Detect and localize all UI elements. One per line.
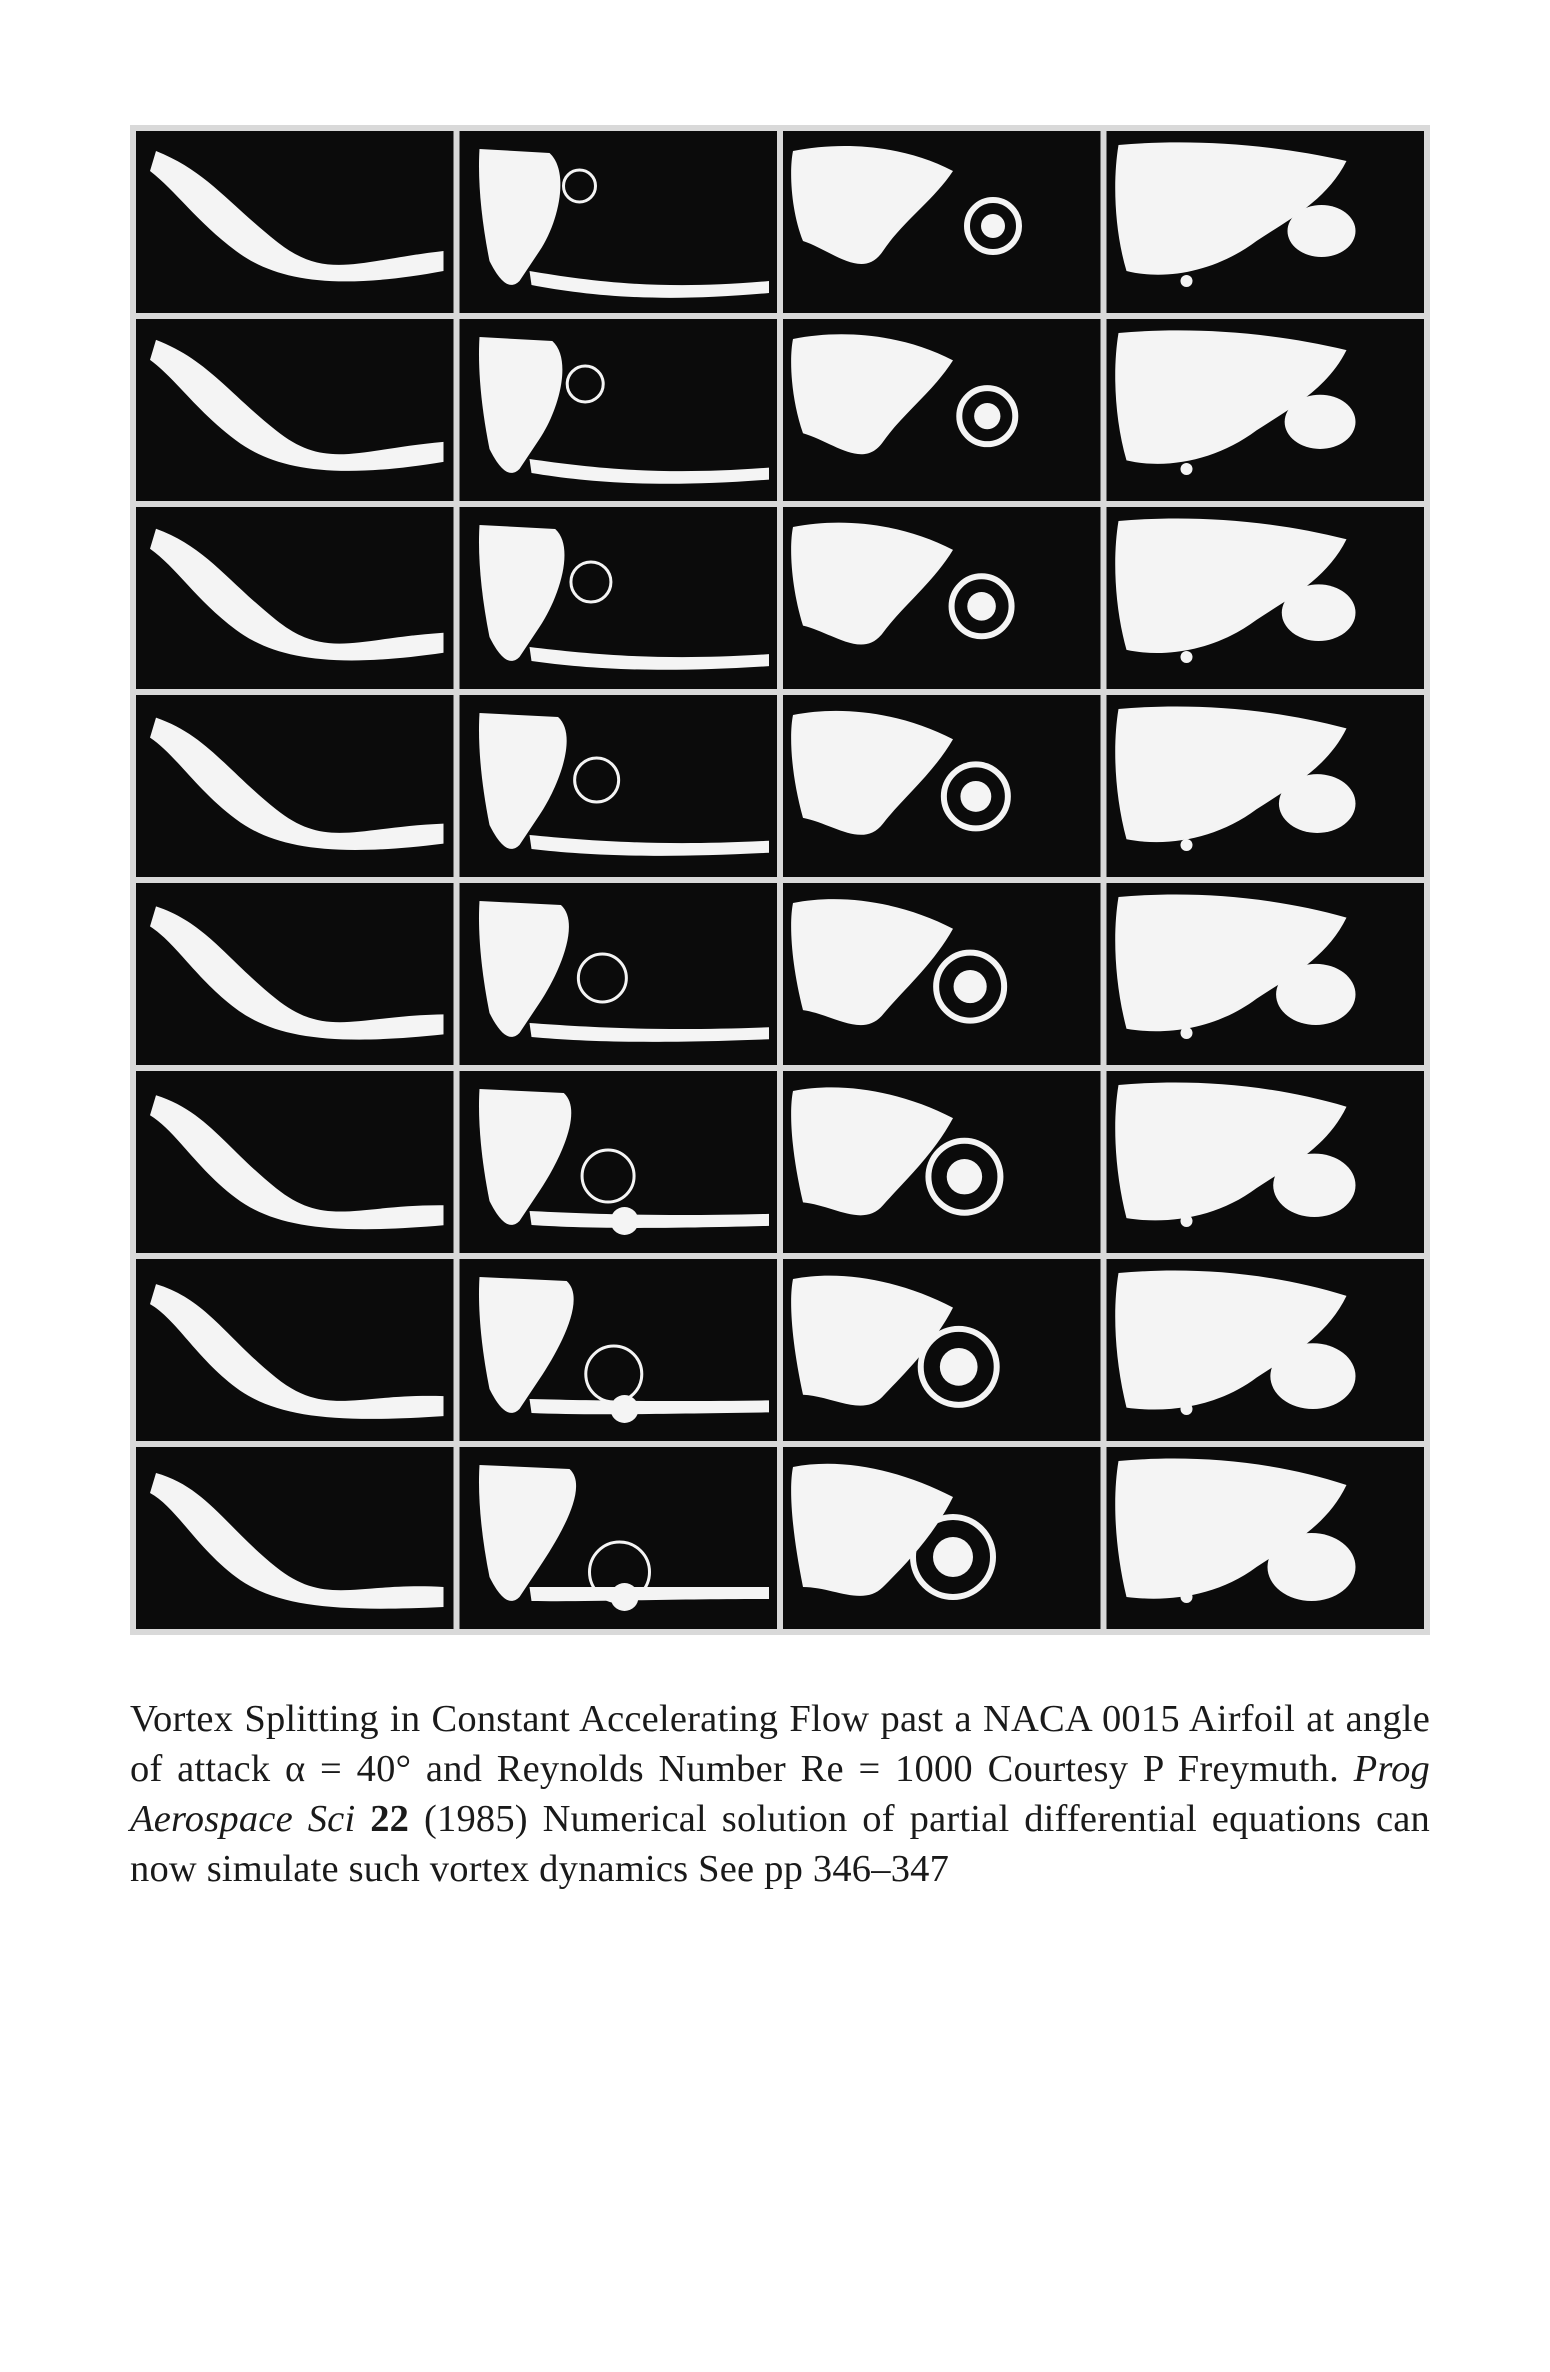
photo-frame-r3-c3	[783, 507, 1101, 689]
photo-frame-r5-c1	[136, 883, 454, 1065]
photo-frame-r4-c4	[1107, 695, 1425, 877]
photo-frame-r2-c4	[1107, 319, 1425, 501]
photo-frame-r6-c2	[460, 1071, 778, 1253]
photo-frame-r8-c4	[1107, 1447, 1425, 1629]
photo-frame-r1-c3	[783, 131, 1101, 313]
photo-frame-r6-c3	[783, 1071, 1101, 1253]
photo-frame-r4-c2	[460, 695, 778, 877]
photo-frame-r2-c2	[460, 319, 778, 501]
photo-frame-r2-c3	[783, 319, 1101, 501]
caption-journal: Prog Aerospace Sci	[130, 1747, 1430, 1840]
photo-frame-r3-c2	[460, 507, 778, 689]
photo-frame-r3-c1	[136, 507, 454, 689]
photo-frame-r3-c4	[1107, 507, 1425, 689]
vortex-photo-grid	[130, 125, 1430, 1635]
flow-visualization-frames	[130, 125, 1430, 1635]
photo-frame-r8-c2	[460, 1447, 778, 1629]
photo-frame-r5-c3	[783, 883, 1101, 1065]
caption-text-2: (1985) Numerical solution of partial differential equations can now simulate such vortex dynamics See pp 346–347	[130, 1797, 1431, 1890]
photo-frame-r2-c1	[136, 319, 454, 501]
photo-frame-r5-c4	[1107, 883, 1425, 1065]
photo-frame-r1-c4	[1107, 131, 1425, 313]
photo-frame-r7-c1	[136, 1259, 454, 1441]
photo-frame-r8-c3	[783, 1447, 1101, 1629]
photo-frame-r7-c4	[1107, 1259, 1425, 1441]
figure-caption	[130, 1694, 1430, 1894]
photo-frame-r1-c1	[136, 131, 454, 313]
caption-text-1: Vortex Splitting in Constant Accelerating Flow past a NACA 0015 Airfoil at angle of attack α = 40° and Reynolds Number Re = 1000 Courtesy P Freymuth.	[130, 1697, 1430, 1790]
photo-frame-r7-c3	[783, 1259, 1101, 1441]
photo-frame-r4-c3	[783, 695, 1101, 877]
photo-frame-r7-c2	[460, 1259, 778, 1441]
photo-frame-r6-c4	[1107, 1071, 1425, 1253]
photo-frame-r1-c2	[460, 131, 778, 313]
photo-frame-r4-c1	[136, 695, 454, 877]
photo-frame-r5-c2	[460, 883, 778, 1065]
photo-frame-r6-c1	[136, 1071, 454, 1253]
photo-frame-r8-c1	[136, 1447, 454, 1629]
caption-volume: 22	[370, 1797, 410, 1840]
